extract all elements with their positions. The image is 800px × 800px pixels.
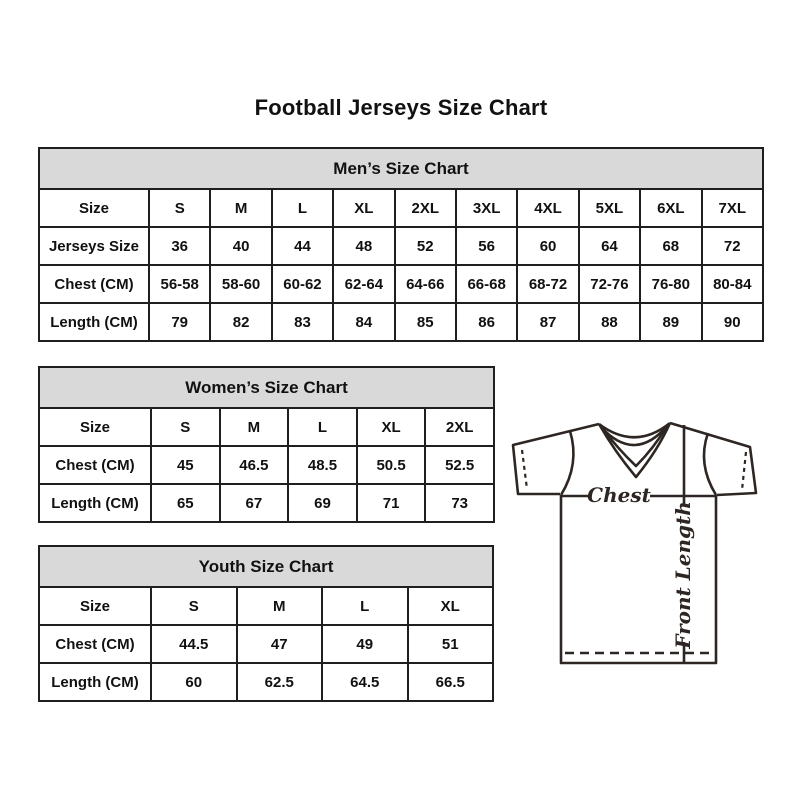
table-row <box>39 587 493 625</box>
value-cell: 62-64 <box>333 265 394 303</box>
value-cell: 64 <box>579 227 640 265</box>
value-cell: XL <box>357 408 426 446</box>
table-row <box>39 265 763 303</box>
value-cell: S <box>151 408 220 446</box>
value-cell: 87 <box>517 303 578 341</box>
value-cell: 40 <box>210 227 271 265</box>
value-cell: 64-66 <box>395 265 456 303</box>
value-cell: 73 <box>425 484 494 522</box>
value-cell: 52 <box>395 227 456 265</box>
table-row <box>39 303 763 341</box>
table-title-row <box>39 148 763 189</box>
value-cell: 76-80 <box>640 265 701 303</box>
value-cell: 2XL <box>425 408 494 446</box>
row-label-cell: Chest (CM) <box>39 446 151 484</box>
value-cell: 89 <box>640 303 701 341</box>
value-cell: L <box>322 587 408 625</box>
value-cell: 67 <box>220 484 289 522</box>
table-row <box>39 625 493 663</box>
table-title-row <box>39 367 494 408</box>
table-row <box>39 446 494 484</box>
value-cell: 66.5 <box>408 663 494 701</box>
row-label-cell: Length (CM) <box>39 663 151 701</box>
value-cell: 5XL <box>579 189 640 227</box>
value-cell: 6XL <box>640 189 701 227</box>
value-cell: S <box>151 587 237 625</box>
front-length-measure-label: Front Length <box>671 501 695 649</box>
value-cell: 4XL <box>517 189 578 227</box>
value-cell: 85 <box>395 303 456 341</box>
value-cell: 7XL <box>702 189 763 227</box>
row-label-cell: Length (CM) <box>39 303 149 341</box>
jersey-right-cuff-dotted-line <box>742 452 746 490</box>
value-cell: 52.5 <box>425 446 494 484</box>
row-label-cell: Size <box>39 587 151 625</box>
value-cell: 60 <box>517 227 578 265</box>
table-row <box>39 189 763 227</box>
value-cell: 80-84 <box>702 265 763 303</box>
value-cell: 58-60 <box>210 265 271 303</box>
table-row <box>39 663 493 701</box>
value-cell: 44 <box>272 227 333 265</box>
table-row <box>39 408 494 446</box>
value-cell: M <box>220 408 289 446</box>
value-cell: 83 <box>272 303 333 341</box>
table-title: Men’s Size Chart <box>39 148 763 189</box>
value-cell: 72-76 <box>579 265 640 303</box>
value-cell: 60 <box>151 663 237 701</box>
value-cell: 48 <box>333 227 394 265</box>
value-cell: 36 <box>149 227 210 265</box>
table-title: Youth Size Chart <box>39 546 493 587</box>
value-cell: 88 <box>579 303 640 341</box>
row-label-cell: Size <box>39 189 149 227</box>
value-cell: 86 <box>456 303 517 341</box>
value-cell: 68-72 <box>517 265 578 303</box>
value-cell: 82 <box>210 303 271 341</box>
table-title-row <box>39 546 493 587</box>
row-label-cell: Jerseys Size <box>39 227 149 265</box>
value-cell: 51 <box>408 625 494 663</box>
value-cell: 49 <box>322 625 408 663</box>
value-cell: 69 <box>288 484 357 522</box>
jersey-left-armhole-seam <box>561 431 573 495</box>
value-cell: L <box>288 408 357 446</box>
value-cell: L <box>272 189 333 227</box>
value-cell: XL <box>333 189 394 227</box>
value-cell: 45 <box>151 446 220 484</box>
value-cell: 47 <box>237 625 323 663</box>
womens-size-table <box>38 366 495 523</box>
value-cell: 66-68 <box>456 265 517 303</box>
value-cell: XL <box>408 587 494 625</box>
value-cell: 46.5 <box>220 446 289 484</box>
table-row <box>39 227 763 265</box>
value-cell: 64.5 <box>322 663 408 701</box>
value-cell: 48.5 <box>288 446 357 484</box>
value-cell: 56-58 <box>149 265 210 303</box>
value-cell: 50.5 <box>357 446 426 484</box>
value-cell: 71 <box>357 484 426 522</box>
row-label-cell: Length (CM) <box>39 484 151 522</box>
jersey-right-armhole-seam <box>704 433 716 495</box>
value-cell: 79 <box>149 303 210 341</box>
chest-measure-label: Chest <box>587 483 651 507</box>
jersey-measurement-diagram <box>500 402 780 677</box>
value-cell: 56 <box>456 227 517 265</box>
value-cell: 65 <box>151 484 220 522</box>
value-cell: M <box>237 587 323 625</box>
value-cell: 44.5 <box>151 625 237 663</box>
table-row <box>39 484 494 522</box>
value-cell: M <box>210 189 271 227</box>
value-cell: 60-62 <box>272 265 333 303</box>
value-cell: 90 <box>702 303 763 341</box>
table-title: Women’s Size Chart <box>39 367 494 408</box>
value-cell: 68 <box>640 227 701 265</box>
row-label-cell: Size <box>39 408 151 446</box>
page-title: Football Jerseys Size Chart <box>254 95 548 120</box>
value-cell: 3XL <box>456 189 517 227</box>
value-cell: 62.5 <box>237 663 323 701</box>
jersey-left-cuff-dotted-line <box>522 450 527 489</box>
value-cell: 84 <box>333 303 394 341</box>
mens-size-table <box>38 147 764 342</box>
youth-size-table <box>38 545 494 702</box>
value-cell: S <box>149 189 210 227</box>
row-label-cell: Chest (CM) <box>39 625 151 663</box>
value-cell: 72 <box>702 227 763 265</box>
value-cell: 2XL <box>395 189 456 227</box>
row-label-cell: Chest (CM) <box>39 265 149 303</box>
